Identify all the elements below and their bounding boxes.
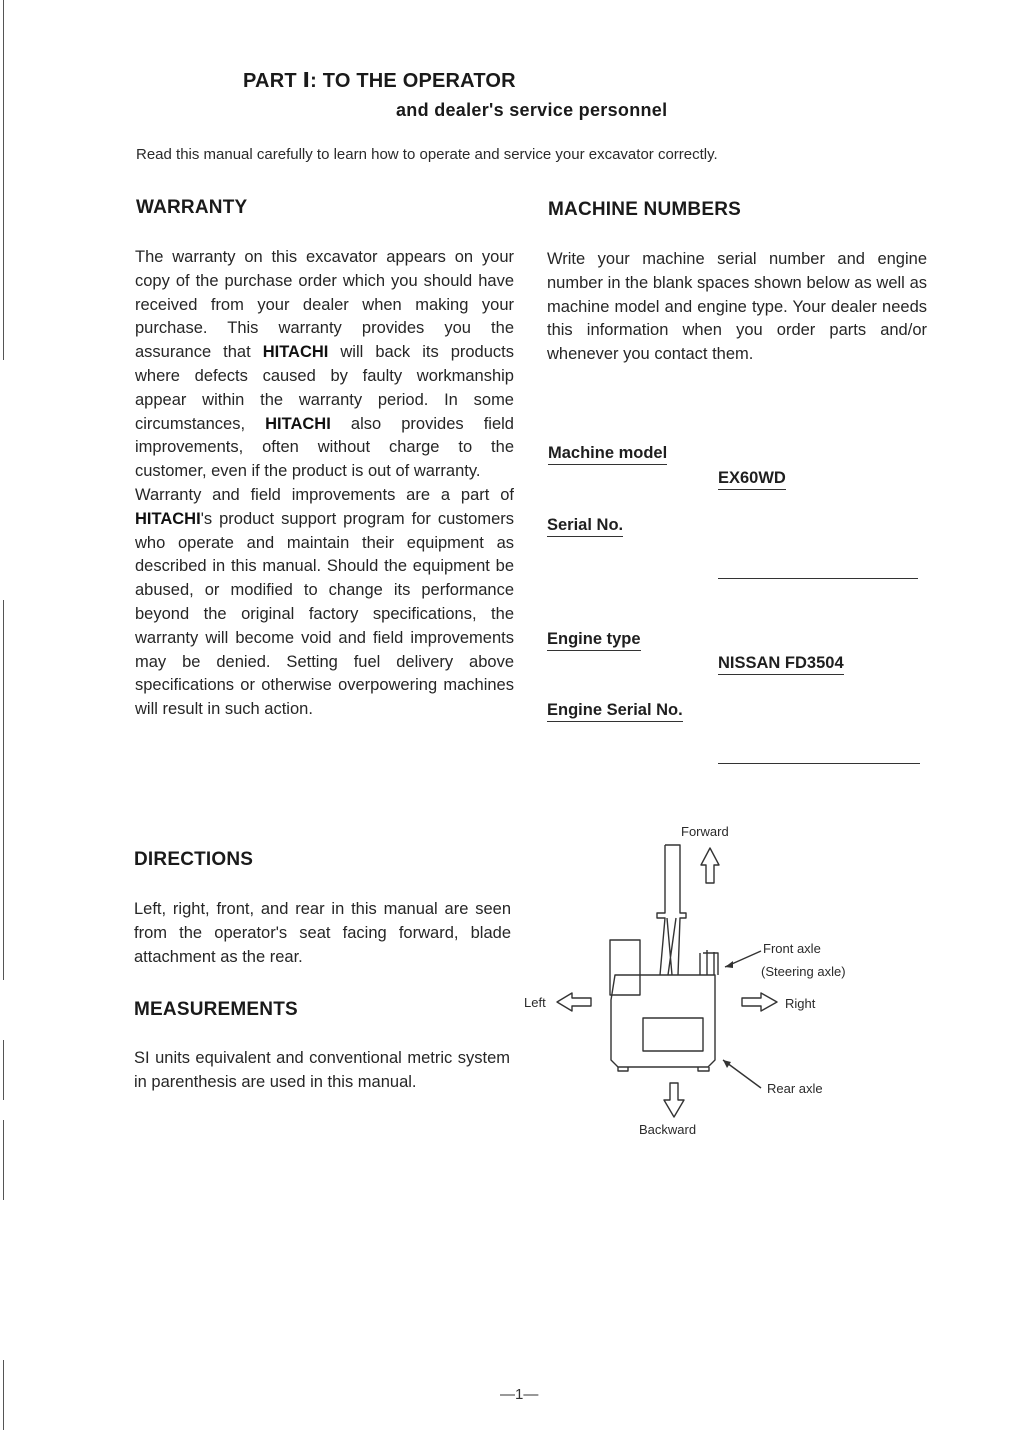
- excavator-direction-diagram: [520, 815, 890, 1145]
- machine-model-value: EX60WD: [718, 469, 786, 490]
- warranty-paragraph-2: Warranty and field improvements are a part of HITACHI's product support program for customers who operate and maintain their equipment as described in this manual. Should the equipment be abused, or modified to change its performance beyond the original factory specifications, the warranty will become void and field improvements may be denied. Setting fuel delivery above specifications or otherwise overpowering machines will result in such action.: [135, 485, 514, 719]
- measurements-text: SI units equivalent and conventional metric system in parenthesis are used in this manual.: [134, 1049, 510, 1091]
- engine-type-value: NISSAN FD3504: [718, 654, 844, 675]
- brand-name: HITACHI: [265, 414, 331, 433]
- scan-edge-line: [3, 600, 4, 980]
- page-title: PART Ⅰ: TO THE OPERATOR: [243, 70, 516, 92]
- rear-axle-label: Rear axle: [767, 1081, 823, 1096]
- scan-edge-line: [3, 0, 4, 360]
- engine-type-label: Engine type: [547, 630, 641, 651]
- warranty-body: [135, 246, 514, 722]
- scan-edge-line: [3, 1040, 4, 1100]
- backward-arrow-icon: [664, 1083, 684, 1117]
- counterweight-box: [643, 1018, 703, 1051]
- warranty-heading: WARRANTY: [136, 197, 248, 218]
- right-label: Right: [785, 996, 816, 1011]
- brand-name: HITACHI: [135, 509, 201, 528]
- left-arrow-icon: [557, 993, 591, 1011]
- serial-no-blank-line: [718, 578, 918, 579]
- machine-numbers-heading: MACHINE NUMBERS: [548, 199, 741, 220]
- front-wheels: [700, 950, 718, 975]
- machine-numbers-description: Write your machine serial number and engine number in the blank spaces shown below as well as machine model and engine type. Your dealer needs this information when you order parts and/or whenever you contact them.: [547, 250, 927, 364]
- scan-edge-line: [3, 1120, 4, 1200]
- right-arrow-icon: [742, 993, 777, 1011]
- serial-no-label: Serial No.: [547, 516, 623, 537]
- boom-arm: [665, 845, 686, 975]
- warranty-paragraph-1: The warranty on this excavator appears on your copy of the purchase order which you should have received from your dealer when making your purchase. This warranty provides you the assurance that HITACHI will back its products where defects caused by faulty workmanship appear within the warranty period. In some circumstances, HITACHI also provides field improvements, often without charge to the customer, even if the product is out of warranty.: [135, 248, 514, 481]
- forward-label: Forward: [681, 824, 729, 839]
- directions-heading: DIRECTIONS: [134, 849, 254, 870]
- front-axle-label: Front axle: [763, 941, 821, 956]
- brand-name: HITACHI: [262, 343, 329, 362]
- steering-axle-label: (Steering axle): [761, 964, 846, 979]
- measurements-heading: MEASUREMENTS: [134, 999, 298, 1020]
- engine-serial-label: Engine Serial No.: [547, 701, 683, 722]
- forward-arrow-icon: [701, 848, 719, 883]
- backward-label: Backward: [639, 1122, 697, 1137]
- directions-text: Left, right, front, and rear in this manual are seen from the operator's seat facing forward, blade attachment as the rear.: [134, 900, 511, 966]
- engine-serial-blank-line: [718, 763, 920, 764]
- scan-edge-line: [3, 1360, 4, 1430]
- intro-text: Read this manual carefully to learn how to operate and service your excavator correctly.: [136, 146, 718, 163]
- machine-body: [611, 975, 715, 1067]
- cab-outline: [610, 940, 640, 995]
- machine-model-label: Machine model: [548, 444, 667, 465]
- page-subtitle: and dealer's service personnel: [396, 100, 668, 120]
- left-label: Left: [524, 995, 546, 1010]
- page-number: —1—: [500, 1386, 539, 1403]
